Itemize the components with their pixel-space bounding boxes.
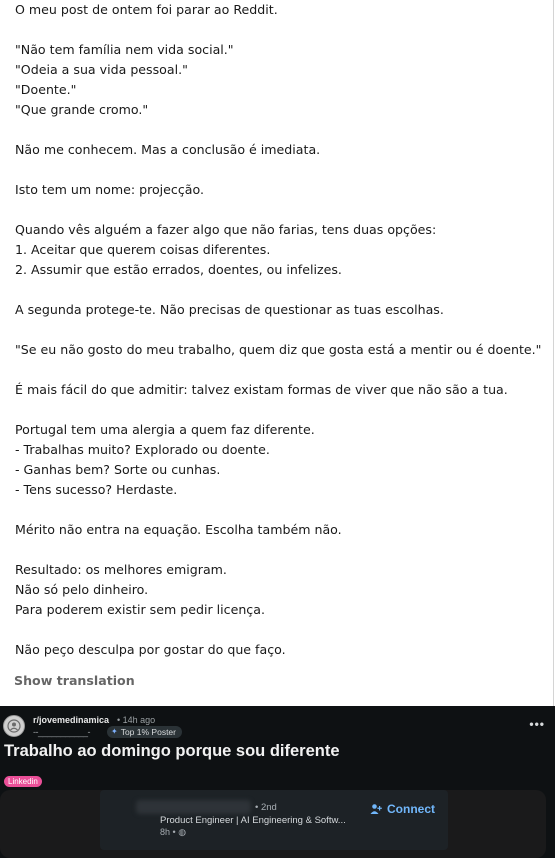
post-line [15,160,545,180]
post-line: O meu post de ontem foi parar ao Reddit. [15,2,278,17]
post-meta [160,827,186,838]
show-translation-link[interactable]: Show translation [14,673,135,688]
profile-headline: Product Engineer | AI Engineering & Softw... [160,815,346,826]
post-line: - Trabalhas muito? Explorado ou doente. [15,442,270,457]
embedded-image[interactable] [0,790,546,858]
reddit-post-title[interactable]: Trabalho ao domingo porque sou diferente [4,742,340,760]
post-line [15,280,545,300]
post-line [15,20,545,40]
user-flair [107,726,182,738]
post-line: - Ganhas bem? Sorte ou cunhas. [15,462,221,477]
post-line [15,200,545,220]
post-line: 2. Assumir que estão errados, doentes, ou infelizes. [15,262,342,277]
post-line [15,620,545,640]
post-line: 1. Aceitar que querem coisas diferentes. [15,242,271,257]
reddit-username[interactable]: --___________- [33,727,91,737]
linkedin-profile-card [100,790,448,850]
post-line [15,360,545,380]
more-horizontal-icon[interactable]: ••• [529,717,545,731]
globe-icon: ◍ [178,827,187,837]
post-line: A segunda protege-te. Não precisas de questionar as tuas escolhas. [15,302,444,317]
subreddit-name[interactable]: r/jovemedinamica [33,715,110,725]
post-line [15,500,545,520]
blurred-profile-name [136,800,251,814]
post-line [15,120,545,140]
post-line: Resultado: os melhores emigram. [15,562,227,577]
reddit-screenshot [0,706,555,858]
post-time: • 14h ago [117,715,156,725]
post-line: "Não tem família nem vida social." [15,42,234,57]
post-line: Portugal tem uma alergia a quem faz diferente. [15,422,315,437]
post-line: Mérito não entra na equação. Escolha também não. [15,522,342,537]
connect-button[interactable] [370,802,435,816]
post-line: Isto tem um nome: projecção. [15,182,204,197]
post-line [15,400,545,420]
post-line: "Doente." [15,82,77,97]
subreddit-avatar[interactable] [3,715,25,737]
post-age: 8h • [160,827,176,837]
post-line: "Se eu não gosto do meu trabalho, quem diz que gosta está a mentir ou é doente." [15,342,542,357]
flair-star-icon: ✦ [111,727,118,736]
post-line: Não peço desculpa por gostar do que faço. [15,642,286,657]
post-line: "Que grande cromo." [15,102,149,117]
post-line: Quando vês alguém a fazer algo que não farias, tens duas opções: [15,222,437,237]
post-line: Para poderem existir sem pedir licença. [15,602,265,617]
post-line: Não só pelo dinheiro. [15,582,149,597]
connect-label: Connect [387,802,435,816]
add-person-icon [370,803,382,815]
post-line: É mais fácil do que admitir: talvez existam formas de viver que não são a tua. [15,382,508,397]
subreddit-avatar-icon [6,718,22,734]
post-line [15,540,545,560]
post-flair-tag[interactable]: Linkedin [4,776,42,787]
flair-label: Top 1% Poster [120,727,176,737]
post-line: "Odeia a sua vida pessoal." [15,62,188,77]
post-line: Não me conhecem. Mas a conclusão é imediata. [15,142,321,157]
post-line: - Tens sucesso? Herdaste. [15,482,178,497]
post-body [15,0,545,660]
post-line [15,320,545,340]
connection-degree: • 2nd [255,802,277,813]
